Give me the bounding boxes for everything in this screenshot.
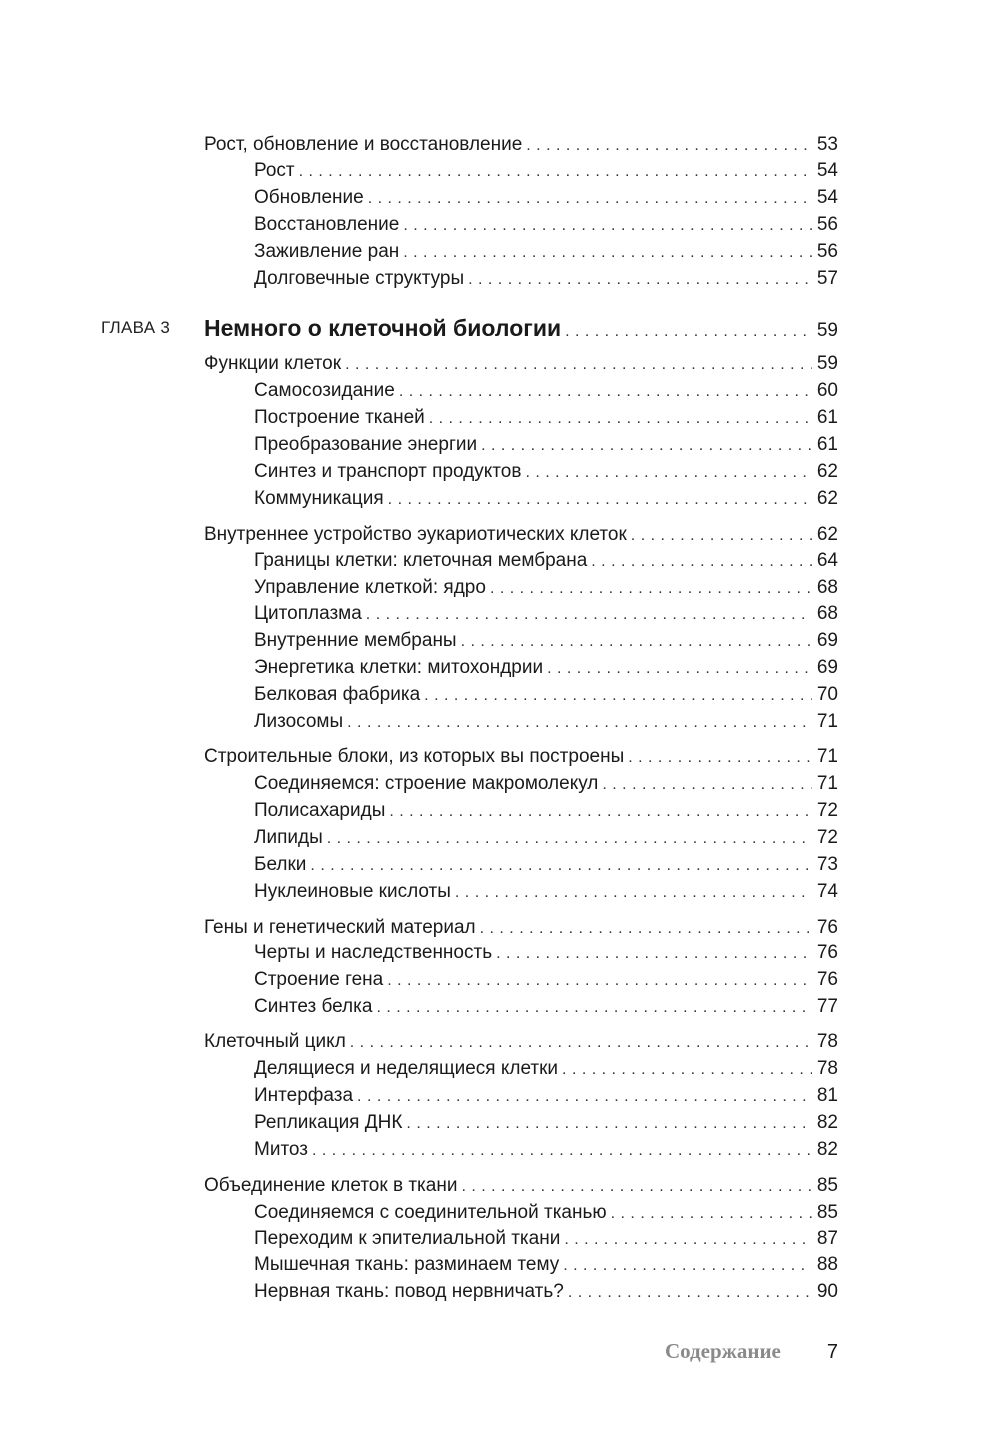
- toc-subsection[interactable]: [0, 967, 986, 993]
- entry-page-number: 77: [816, 996, 838, 1017]
- entry-page-number: 78: [816, 1058, 838, 1079]
- entry-page-number: 64: [816, 550, 838, 571]
- toc-subsection[interactable]: [0, 1226, 986, 1252]
- toc-entry[interactable]: [254, 239, 838, 266]
- entry-title: Мышечная ткань: разминаем тему: [254, 1254, 560, 1275]
- entry-page-number: 54: [816, 187, 838, 208]
- toc-subsection[interactable]: [0, 682, 986, 708]
- dot-leader: [387, 968, 812, 994]
- entry-page-number: 53: [816, 134, 838, 155]
- dot-leader: [525, 460, 812, 486]
- toc-entry[interactable]: [254, 628, 838, 655]
- dot-leader: [480, 916, 812, 942]
- dot-leader: [406, 1111, 812, 1137]
- dot-leader: [602, 772, 812, 798]
- toc-subsection[interactable]: [0, 378, 986, 404]
- dot-leader: [389, 799, 812, 825]
- toc-section[interactable]: [0, 1173, 986, 1199]
- entry-page-number: 71: [816, 746, 838, 767]
- entry-title: Нуклеиновые кислоты: [254, 881, 451, 902]
- entry-page-number: 76: [816, 917, 838, 938]
- toc-subsection[interactable]: [0, 158, 986, 184]
- entry-title: Границы клетки: клеточная мембрана: [254, 550, 588, 571]
- dot-leader: [631, 523, 812, 549]
- entry-title: Белковая фабрика: [254, 684, 421, 705]
- entry-page-number: 71: [816, 773, 838, 794]
- entry-title: Синтез белка: [254, 996, 373, 1017]
- toc-subsection[interactable]: [0, 940, 986, 966]
- toc-subsection[interactable]: [0, 212, 986, 238]
- entry-title: Синтез и транспорт продуктов: [254, 461, 522, 482]
- entry-title: Клеточный цикл: [204, 1031, 346, 1052]
- toc-entry[interactable]: [254, 682, 838, 709]
- dot-leader: [366, 602, 812, 628]
- dot-leader: [565, 315, 812, 349]
- entry-title: Заживление ран: [254, 241, 400, 262]
- toc-entry[interactable]: [254, 940, 838, 967]
- dot-leader: [350, 1030, 812, 1056]
- entry-page-number: 57: [816, 268, 838, 289]
- entry-title: Внутреннее устройство эукариотических клеток: [204, 524, 627, 545]
- entry-page-number: 59: [816, 353, 838, 374]
- entry-title: Репликация ДНК: [254, 1112, 403, 1133]
- dot-leader: [628, 745, 812, 771]
- dot-leader: [399, 379, 812, 405]
- entry-title: Соединяемся с соединительной тканью: [254, 1202, 607, 1223]
- toc-subsection[interactable]: [0, 709, 986, 735]
- entry-title: Коммуникация: [254, 488, 384, 509]
- toc-entry[interactable]: [204, 311, 838, 349]
- dot-leader: [424, 683, 812, 709]
- dot-leader: [468, 267, 812, 293]
- running-title: Содержание: [664, 1339, 781, 1363]
- toc-section[interactable]: [0, 522, 986, 548]
- entry-page-number: 73: [816, 854, 838, 875]
- entry-title: Липиды: [254, 827, 323, 848]
- dot-leader: [357, 1084, 812, 1110]
- entry-page-number: 62: [816, 461, 838, 482]
- toc-chapter[interactable]: [0, 311, 986, 345]
- dot-leader: [345, 352, 812, 378]
- dot-leader: [563, 1253, 812, 1279]
- dot-leader: [403, 240, 812, 266]
- entry-page-number: 69: [816, 657, 838, 678]
- dot-leader: [429, 406, 812, 432]
- entry-title: Нервная ткань: повод нервничать?: [254, 1281, 564, 1302]
- toc-section[interactable]: [0, 351, 986, 377]
- toc-entry[interactable]: [254, 459, 838, 486]
- dot-leader: [310, 853, 812, 879]
- entry-page-number: 59: [816, 320, 838, 341]
- entry-title: Объединение клеток в ткани: [204, 1175, 458, 1196]
- toc-subsection[interactable]: [0, 459, 986, 485]
- entry-page-number: 70: [816, 684, 838, 705]
- dot-leader: [526, 133, 812, 159]
- dot-leader: [376, 995, 812, 1021]
- toc-section[interactable]: [0, 132, 986, 158]
- entry-page-number: 71: [816, 711, 838, 732]
- dot-leader: [591, 549, 812, 575]
- toc-subsection[interactable]: [0, 1200, 986, 1226]
- entry-title: Энергетика клетки: митохондрии: [254, 657, 544, 678]
- toc-entry[interactable]: [254, 212, 838, 239]
- entry-title: Построение тканей: [254, 407, 425, 428]
- toc-entry[interactable]: [254, 1279, 838, 1306]
- dot-leader: [347, 710, 812, 736]
- entry-page-number: 82: [816, 1139, 838, 1160]
- toc-entry[interactable]: [204, 522, 838, 549]
- toc-subsection[interactable]: [0, 1056, 986, 1082]
- dot-leader: [327, 826, 812, 852]
- toc-subsection[interactable]: [0, 548, 986, 574]
- toc-subsection[interactable]: [0, 1252, 986, 1278]
- entry-title: Рост, обновление и восстановление: [204, 134, 523, 155]
- toc-subsection[interactable]: [0, 1279, 986, 1305]
- toc-entry[interactable]: [254, 1137, 838, 1164]
- entry-page-number: 81: [816, 1085, 838, 1106]
- entry-page-number: 54: [816, 160, 838, 181]
- toc-entry[interactable]: [254, 378, 838, 405]
- toc-entry[interactable]: [254, 709, 838, 736]
- entry-title: Строение гена: [254, 969, 384, 990]
- toc-entry[interactable]: [254, 852, 838, 879]
- dot-leader: [564, 1227, 812, 1253]
- entry-page-number: 87: [816, 1228, 838, 1249]
- entry-page-number: 60: [816, 380, 838, 401]
- page-footer: [665, 1336, 838, 1366]
- entry-title: Обновление: [254, 187, 364, 208]
- toc-entry[interactable]: [254, 1083, 838, 1110]
- toc-entry[interactable]: [254, 994, 838, 1021]
- dot-leader: [496, 941, 812, 967]
- toc-entry[interactable]: [204, 1029, 838, 1056]
- entry-title: Переходим к эпителиальной ткани: [254, 1228, 561, 1249]
- toc-entry[interactable]: [254, 266, 838, 293]
- toc-entry[interactable]: [254, 825, 838, 852]
- entry-title: Белки: [254, 854, 307, 875]
- toc-section[interactable]: [0, 744, 986, 770]
- toc-subsection[interactable]: [0, 655, 986, 681]
- toc-entry[interactable]: [254, 405, 838, 432]
- entry-page-number: 88: [816, 1254, 838, 1275]
- toc-entry[interactable]: [254, 575, 838, 602]
- toc-entry[interactable]: [254, 655, 838, 682]
- entry-title: Цитоплазма: [254, 603, 362, 624]
- entry-title: Рост: [254, 160, 295, 181]
- toc-subsection[interactable]: [0, 1137, 986, 1163]
- toc-entry[interactable]: [204, 1173, 838, 1200]
- entry-page-number: 85: [816, 1175, 838, 1196]
- toc-subsection[interactable]: [0, 601, 986, 627]
- toc-entry[interactable]: [254, 158, 838, 185]
- entry-page-number: 82: [816, 1112, 838, 1133]
- toc-entry[interactable]: [254, 1252, 838, 1279]
- entry-page-number: 78: [816, 1031, 838, 1052]
- toc-entry[interactable]: [254, 185, 838, 212]
- entry-page-number: 61: [816, 407, 838, 428]
- toc-entry[interactable]: [254, 1226, 838, 1253]
- toc-subsection[interactable]: [0, 405, 986, 431]
- entry-page-number: 76: [816, 942, 838, 963]
- toc-subsection[interactable]: [0, 852, 986, 878]
- entry-page-number: 56: [816, 241, 838, 262]
- entry-title: Восстановление: [254, 214, 400, 235]
- dot-leader: [568, 1280, 812, 1306]
- entry-title: Лизосомы: [254, 711, 344, 732]
- toc-entry[interactable]: [254, 798, 838, 825]
- dot-leader: [611, 1201, 812, 1227]
- dot-leader: [461, 629, 812, 655]
- entry-title: Черты и наследственность: [254, 942, 493, 963]
- entry-title: Преобразование энергии: [254, 434, 478, 455]
- toc-subsection[interactable]: [0, 432, 986, 458]
- dot-leader: [481, 433, 812, 459]
- dot-leader: [368, 186, 812, 212]
- entry-title: Интерфаза: [254, 1085, 354, 1106]
- entry-title: Митоз: [254, 1139, 308, 1160]
- entry-page-number: 56: [816, 214, 838, 235]
- toc-entry[interactable]: [254, 548, 838, 575]
- toc-entry[interactable]: [254, 1056, 838, 1083]
- dot-leader: [562, 1057, 812, 1083]
- toc-subsection[interactable]: [0, 575, 986, 601]
- toc-subsection[interactable]: [0, 1083, 986, 1109]
- entry-page-number: 61: [816, 434, 838, 455]
- toc-subsection[interactable]: [0, 879, 986, 905]
- dot-leader: [547, 656, 812, 682]
- entry-title: Функции клеток: [204, 353, 342, 374]
- entry-page-number: 85: [816, 1202, 838, 1223]
- toc-subsection[interactable]: [0, 825, 986, 851]
- dot-leader: [403, 213, 812, 239]
- toc-subsection[interactable]: [0, 266, 986, 292]
- entry-title: Самосозидание: [254, 380, 395, 401]
- toc-subsection[interactable]: [0, 771, 986, 797]
- chapter-label: ГЛАВА 3: [101, 318, 171, 337]
- toc-entry[interactable]: [254, 1110, 838, 1137]
- dot-leader: [455, 880, 812, 906]
- entry-title: Делящиеся и неделящиеся клетки: [254, 1058, 559, 1079]
- entry-page-number: 72: [816, 827, 838, 848]
- entry-title: Соединяемся: строение макромолекул: [254, 773, 599, 794]
- toc-entry[interactable]: [204, 744, 838, 771]
- entry-page-number: 76: [816, 969, 838, 990]
- toc-entry[interactable]: [254, 967, 838, 994]
- entry-title: Полисахариды: [254, 800, 386, 821]
- toc-entry[interactable]: [204, 915, 838, 942]
- toc-subsection[interactable]: [0, 1110, 986, 1136]
- toc-subsection[interactable]: [0, 486, 986, 512]
- toc-subsection[interactable]: [0, 185, 986, 211]
- toc-entry[interactable]: [254, 1200, 838, 1227]
- dot-leader: [461, 1174, 812, 1200]
- toc-entry[interactable]: [204, 132, 838, 159]
- toc-section[interactable]: [0, 1029, 986, 1055]
- entry-title: Управление клеткой: ядро: [254, 577, 486, 598]
- entry-page-number: 68: [816, 577, 838, 598]
- toc-subsection[interactable]: [0, 994, 986, 1020]
- entry-title: Гены и генетический материал: [204, 917, 476, 938]
- entry-title: Долговечные структуры: [254, 268, 465, 289]
- entry-page-number: 74: [816, 881, 838, 902]
- page-number: 7: [826, 1341, 838, 1363]
- entry-title: Немного о клеточной биологии: [204, 315, 562, 341]
- toc-entry[interactable]: [254, 601, 838, 628]
- toc-entry[interactable]: [254, 879, 838, 906]
- entry-page-number: 62: [816, 524, 838, 545]
- entry-title: Строительные блоки, из которых вы построены: [204, 746, 625, 767]
- dot-leader: [312, 1138, 812, 1164]
- toc-entry[interactable]: [254, 486, 838, 513]
- dot-leader: [490, 576, 812, 602]
- toc-entry[interactable]: [254, 432, 838, 459]
- toc-entry[interactable]: [204, 351, 838, 378]
- toc-subsection[interactable]: [0, 239, 986, 265]
- dot-leader: [388, 487, 812, 513]
- toc-entry[interactable]: [254, 771, 838, 798]
- entry-page-number: 69: [816, 630, 838, 651]
- toc-section[interactable]: [0, 915, 986, 941]
- entry-page-number: 62: [816, 488, 838, 509]
- dot-leader: [299, 159, 812, 185]
- entry-page-number: 90: [816, 1281, 838, 1302]
- entry-title: Внутренние мембраны: [254, 630, 457, 651]
- toc-subsection[interactable]: [0, 628, 986, 654]
- entry-page-number: 68: [816, 603, 838, 624]
- entry-page-number: 72: [816, 800, 838, 821]
- toc-subsection[interactable]: [0, 798, 986, 824]
